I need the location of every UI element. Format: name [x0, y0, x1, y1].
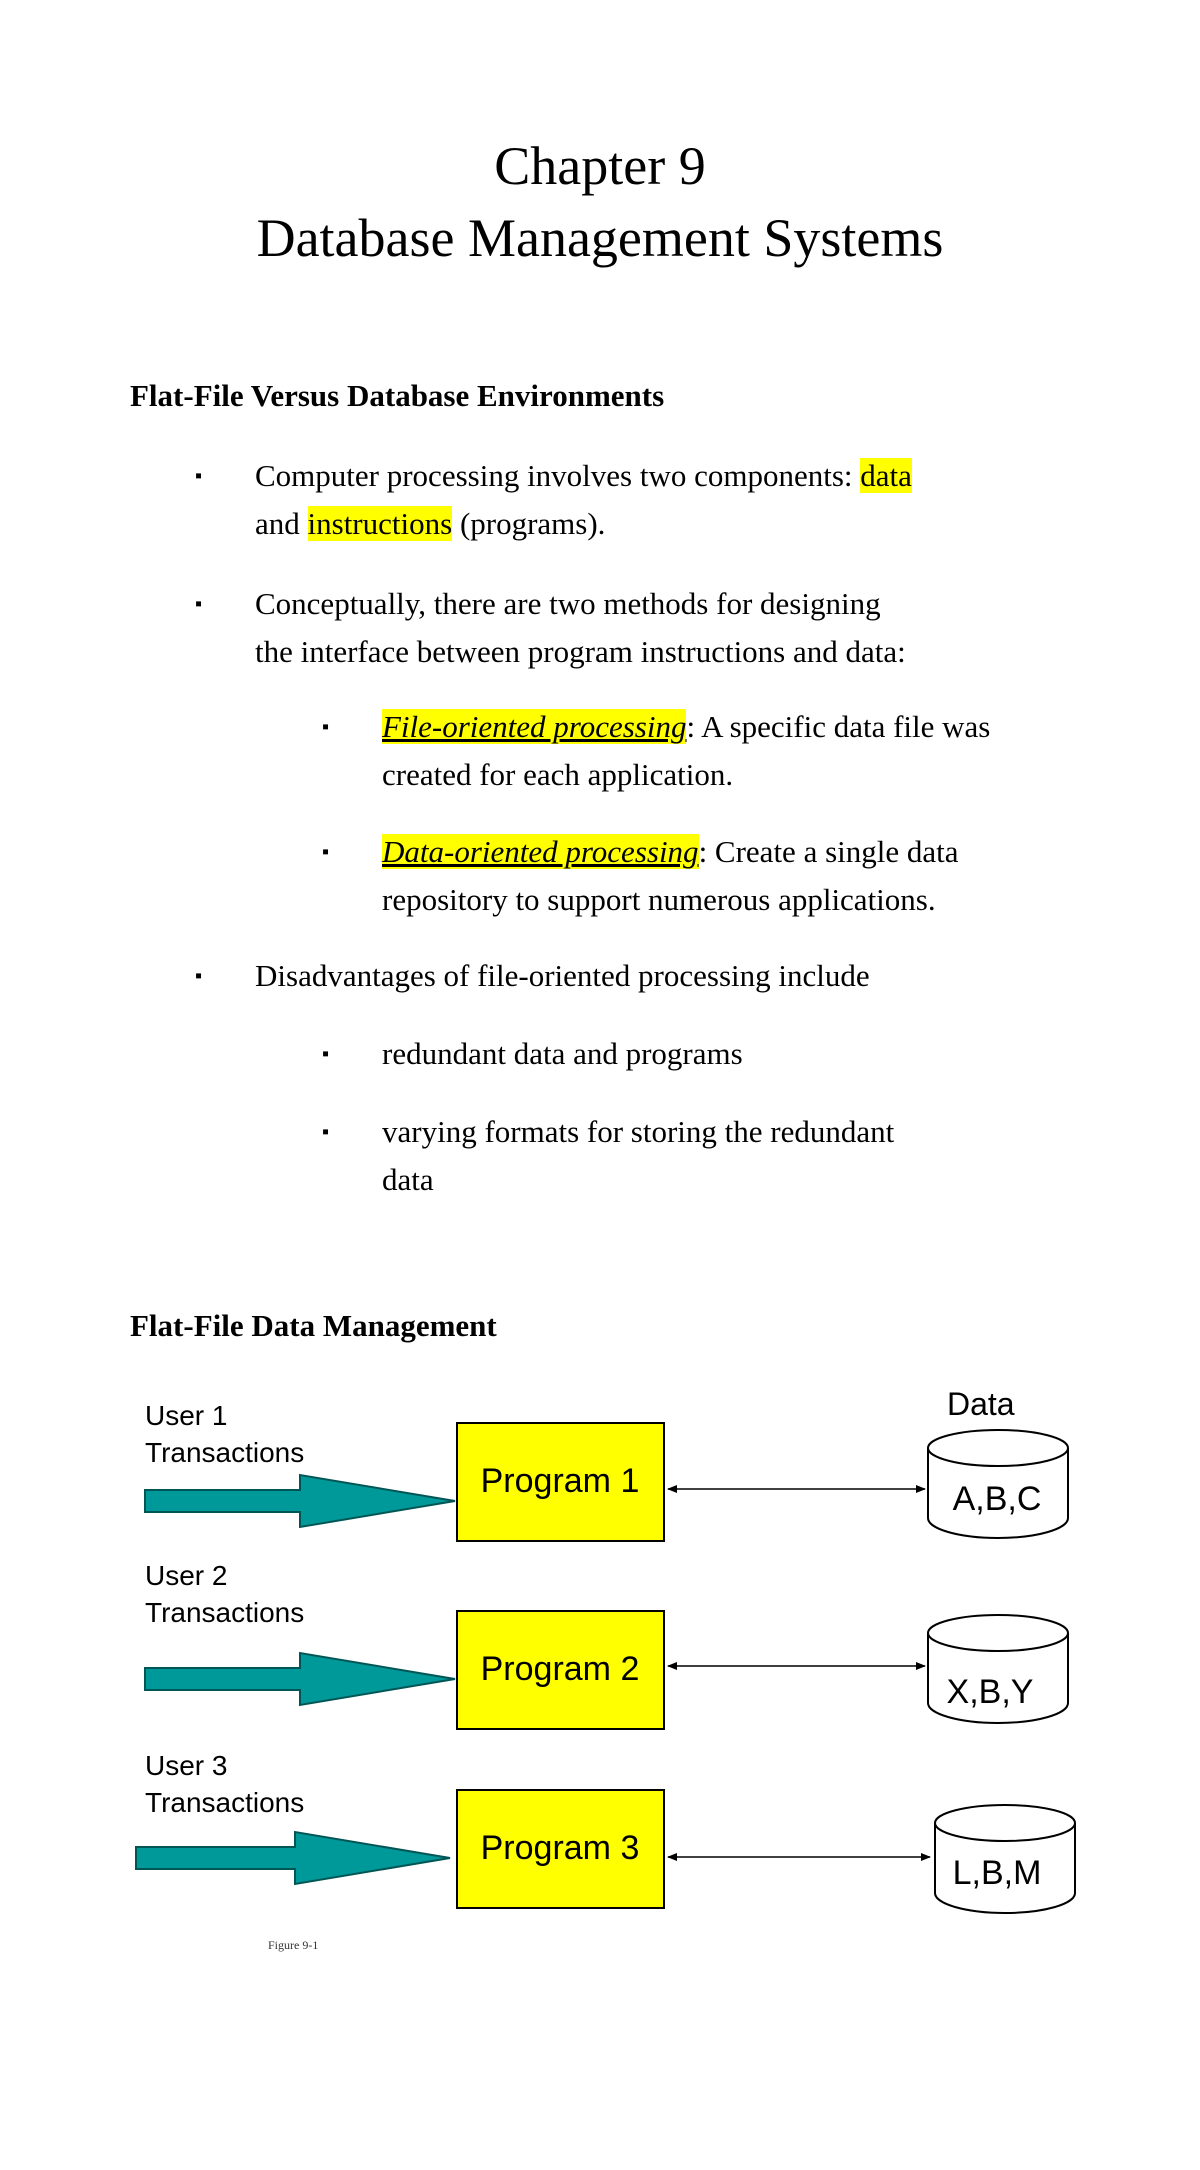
bullet-square-icon: ▪ [195, 965, 203, 987]
user-label: User 1 [145, 1400, 228, 1431]
bullet-text: data [382, 1162, 434, 1197]
data-fields-label: X,B,Y [946, 1673, 1034, 1711]
transactions-arrow-icon [145, 1475, 455, 1527]
program-label: Program 1 [480, 1462, 640, 1500]
flat-file-diagram [0, 1380, 1200, 1940]
sub-bullet-varying-formats [322, 1108, 895, 1204]
data-label: Data [947, 1386, 1015, 1422]
diagram-row-1 [145, 1400, 1068, 1541]
bullet-disadvantages [195, 952, 870, 1000]
bullet-text: created for each application. [382, 757, 734, 792]
highlight-data: data [860, 458, 912, 493]
program-label: Program 2 [480, 1650, 640, 1688]
transactions-arrow-icon [145, 1653, 455, 1705]
user-label: User 3 [145, 1750, 228, 1781]
bullet-text: varying formats for storing the redundant [382, 1114, 895, 1149]
diagram-row-3 [136, 1750, 1075, 1913]
bullet-square-icon: ▪ [322, 841, 330, 863]
bullet-two-components [195, 452, 912, 548]
bullet-text: the interface between program instructions and data: [255, 634, 906, 669]
sub-bullet-redundant-data [322, 1030, 743, 1078]
data-fields-label: A,B,C [952, 1480, 1042, 1518]
bullet-text: Computer processing involves two components: [255, 458, 861, 493]
bullet-text: and [255, 506, 308, 541]
bullet-square-icon: ▪ [195, 465, 203, 487]
bullet-text: (programs). [452, 506, 606, 541]
term-file-oriented-processing: File-oriented processing [382, 709, 687, 744]
section-heading-flat-file-data-management: Flat-File Data Management [130, 1308, 497, 1343]
user-label: User 2 [145, 1560, 228, 1591]
chapter-title: Chapter 9 [494, 136, 706, 196]
bullet-square-icon: ▪ [195, 593, 203, 615]
bullet-text: : A specific data file was [686, 709, 991, 744]
transactions-label: Transactions [145, 1437, 305, 1468]
transactions-label: Transactions [145, 1597, 305, 1628]
chapter-subtitle: Database Management Systems [256, 208, 944, 268]
figure-caption: Figure 9-1 [268, 1938, 319, 1952]
sub-bullet-data-oriented [322, 828, 959, 924]
bullet-square-icon: ▪ [322, 1043, 330, 1065]
bullet-text: repository to support numerous applications. [382, 882, 936, 917]
term-data-oriented-processing: Data-oriented processing [382, 834, 699, 869]
bullet-square-icon: ▪ [322, 716, 330, 738]
diagram-row-2 [145, 1560, 1068, 1729]
section-heading-flat-file-vs-database: Flat-File Versus Database Environments [130, 378, 665, 413]
bullet-square-icon: ▪ [322, 1121, 330, 1143]
bullet-two-methods [195, 580, 906, 676]
bullet-text: redundant data and programs [382, 1036, 743, 1071]
highlight-instructions: instructions [307, 506, 453, 541]
sub-bullet-file-oriented [322, 703, 991, 799]
transactions-label: Transactions [145, 1787, 305, 1818]
data-fields-label: L,B,M [952, 1854, 1042, 1892]
bullet-text: : Create a single data [698, 834, 959, 869]
bullet-text: Conceptually, there are two methods for designing [255, 586, 881, 621]
bullet-text: Disadvantages of file-oriented processing include [255, 958, 870, 993]
transactions-arrow-icon [136, 1832, 450, 1884]
program-label: Program 3 [480, 1829, 640, 1867]
